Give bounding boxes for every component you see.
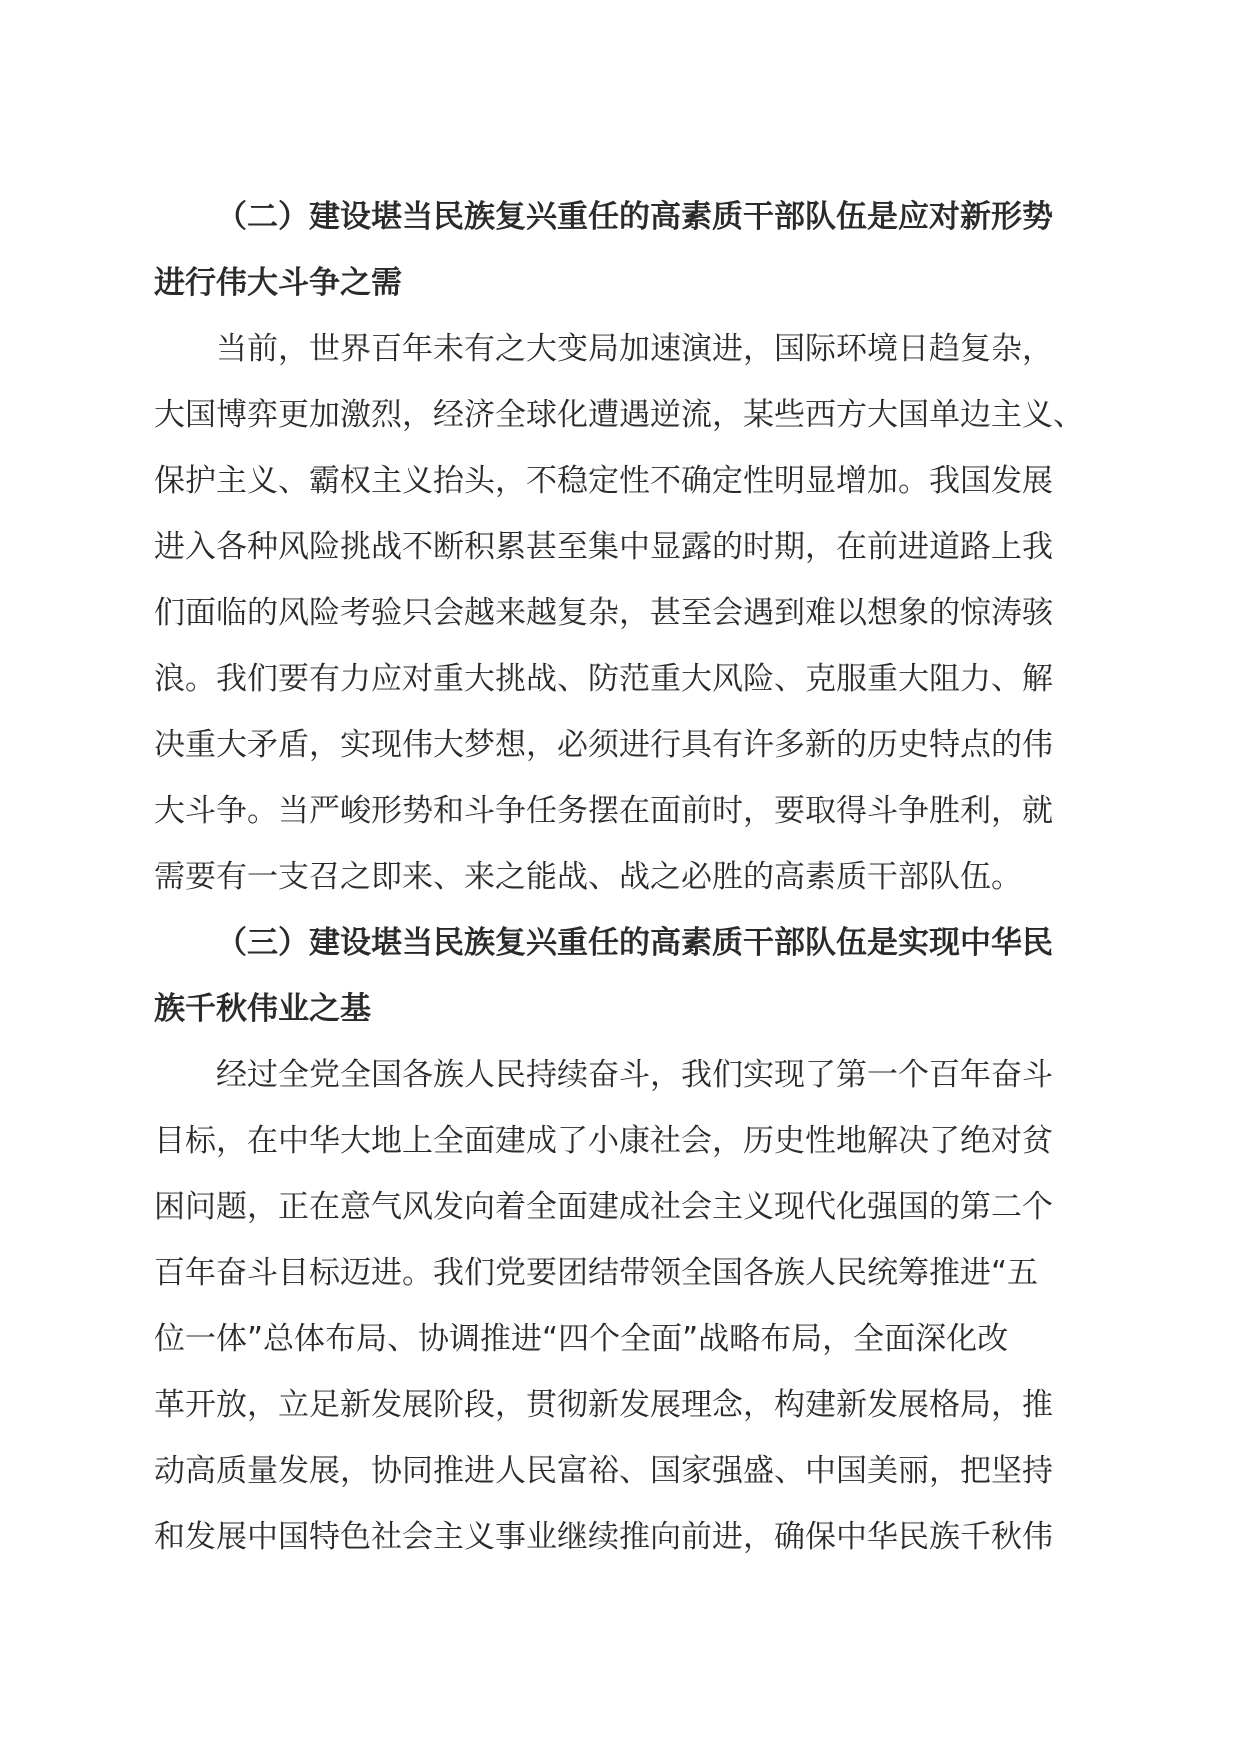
paragraph-line: 位一体”总体布局、协调推进“四个全面”战略布局，全面深化改: [154, 1321, 1009, 1357]
paragraph-line: 需要有一支召之即来、来之能战、战之必胜的高素质干部队伍。: [154, 859, 1022, 895]
paragraph-line: 们面临的风险考验只会越来越复杂，甚至会遇到难以想象的惊涛骇: [154, 595, 1053, 631]
paragraph-line: 大斗争。当严峻形势和斗争任务摆在面前时，要取得斗争胜利，就: [154, 793, 1053, 829]
paragraph-line: 大国博弈更加激烈，经济全球化遭遇逆流，某些西方大国单边主义、: [154, 397, 1084, 433]
paragraph-line: 经过全党全国各族人民持续奋斗，我们实现了第一个百年奋斗: [216, 1057, 1053, 1093]
section-heading: （二）建设堪当民族复兴重任的高素质干部队伍是应对新形势: [216, 199, 1053, 235]
paragraph-line: 百年奋斗目标迈进。我们党要团结带领全国各族人民统筹推进“五: [154, 1255, 1039, 1291]
paragraph-line: 动高质量发展，协同推进人民富裕、国家强盛、中国美丽，把坚持: [154, 1453, 1053, 1489]
paragraph-line: 困问题，正在意气风发向着全面建成社会主义现代化强国的第二个: [154, 1189, 1053, 1225]
paragraph-line: 目标，在中华大地上全面建成了小康社会，历史性地解决了绝对贫: [154, 1123, 1053, 1159]
paragraph-line: 保护主义、霸权主义抬头，不稳定性不确定性明显增加。我国发展: [154, 463, 1053, 499]
paragraph-line: 决重大矛盾，实现伟大梦想，必须进行具有许多新的历史特点的伟: [154, 727, 1053, 763]
section-heading: 进行伟大斗争之需: [154, 265, 402, 301]
paragraph-line: 革开放，立足新发展阶段，贯彻新发展理念，构建新发展格局，推: [154, 1387, 1053, 1423]
section-heading: （三）建设堪当民族复兴重任的高素质干部队伍是实现中华民: [216, 925, 1053, 961]
document-body: [154, 184, 1094, 1570]
section-heading: 族千秋伟业之基: [154, 991, 371, 1027]
paragraph-line: 进入各种风险挑战不断积累甚至集中显露的时期，在前进道路上我: [154, 529, 1053, 565]
paragraph-line: 浪。我们要有力应对重大挑战、防范重大风险、克服重大阻力、解: [154, 661, 1053, 697]
paragraph-line: 和发展中国特色社会主义事业继续推向前进，确保中华民族千秋伟: [154, 1519, 1053, 1555]
paragraph-line: 当前，世界百年未有之大变局加速演进，国际环境日趋复杂，: [216, 331, 1053, 367]
